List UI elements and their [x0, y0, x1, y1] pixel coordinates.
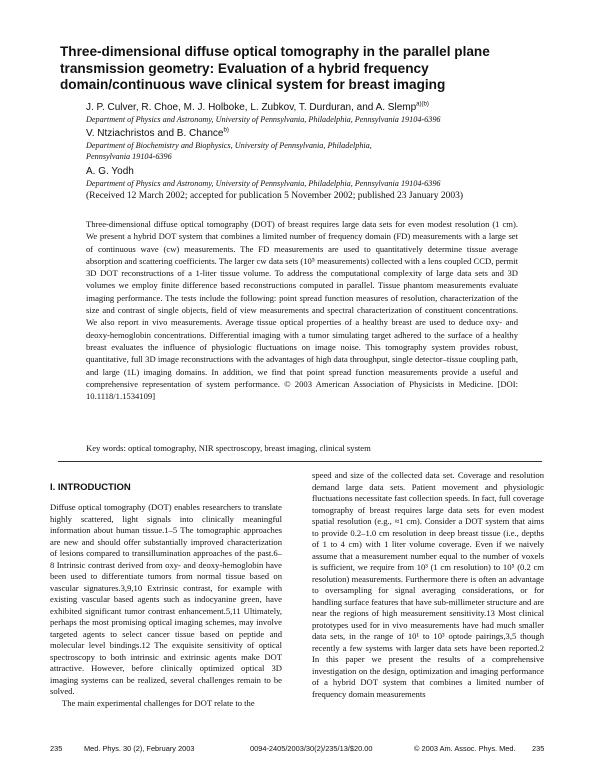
- footer-page-number-left: 235: [50, 744, 63, 753]
- footer-journal: Med. Phys. 30 (2), February 2003: [84, 744, 195, 753]
- intro-paragraph-2: The main experimental challenges for DOT relate to the: [62, 697, 255, 708]
- author-line-2: [86, 128, 229, 140]
- paper-title: Three-dimensional diffuse optical tomography in the parallel plane transmission geometry: Evaluation of a hybrid frequency domain/continuous wave clinical system for breast imaging: [60, 44, 490, 92]
- authors-2: V. Ntziachristos and B. Chance: [86, 128, 224, 139]
- author-line-3: [86, 166, 134, 178]
- intro-paragraph-3: speed and size of the collected data set. Coverage and resolution demand large data sets. Patient movement and physiologic fluctuations necessitate fast collection speeds. In fact, full coverage tomography of breast requires large data sets for even modest spatial resolution (e.g., ≈1 cm). Consider a DOT system that aims to provide 0.2–1.0 cm resolution in deep breast tissue (i.e., depths of 1 to 4 cm) with 1 liter volume coverage. Even if we naively assume that a measurement number equal to the number of voxels is sufficient, we require from 10³ (1 cm resolution) to 10⁵ (0.2 cm resolution) measurements. Furthermore there is often an advantage to oversampling for signal averaging considerations, or for handling surface features that have sub-millimeter structure and are near the regions of high measurement sensitivity.13 Most clinical prototypes used for in vivo measurements have had much smaller data sets, in the range of 10¹ to 10³ optode pairings,3,5 though recently a few systems with larger data sets have been reported.2 In this paper we present the results of a comprehensive investigation on the design, optimization and imaging performance of a hybrid DOT system that combines a limited number of frequency domain measurements: [312, 470, 544, 699]
- right-column: [312, 470, 544, 700]
- author-line-1: [86, 102, 429, 114]
- affiliation-2: Department of Biochemistry and Biophysics, University of Pennsylvania, Philadelphia, Pennsylvania 19104-6396: [86, 141, 372, 161]
- authors-2-footnote-marker: b): [223, 127, 229, 134]
- authors-3: A. G. Yodh: [86, 166, 134, 177]
- authors-1-footnote-marker: a)(b): [416, 101, 429, 108]
- footer-page-number-right: 235: [532, 744, 545, 753]
- abstract: Three-dimensional diffuse optical tomography (DOT) of breast requires large data sets for even modest resolution (1 cm). We present a hybrid DOT system that combines a limited number of frequency domain (FD) measurements with a large set of continuous wave (cw) measurements. The FD measurements are used to quantitatively determine tissue average absorption and scattering coefficients. The larger cw data sets (10⁵ measurements) collected with a lens coupled CCD, permit 3D DOT reconstructions of a 1-liter tissue volume. To address the computational complexity of large data sets and 3D volumes we employ finite difference based reconstructions computed in parallel. Tissue phantom measurements evaluate imaging performance. The tests include the following: point spread function measures of resolution, characterization of the size and contrast of single objects, field of view measurements and spectral characterization of constituent concentrations. We also report in vivo measurements. Average tissue optical properties of a healthy breast are used to deduce oxy- and deoxy-hemoglobin concentrations. Differential imaging with a tumor simulating target adhered to the surface of a healthy breast evaluates the influence of physiologic fluctuations on image noise. This tomography system provides robust, quantitative, full 3D image reconstructions with the advantages of high data throughput, single detector–tissue coupling path, and large (1L) imaging domains. In addition, we find that point spread function measurements provide a useful and comprehensive representation of system performance. © 2003 American Association of Physicists in Medicine. [DOI: 10.1118/1.1534109]: [86, 219, 518, 402]
- intro-paragraph-1: Diffuse optical tomography (DOT) enables researchers to translate highly scattered, light signals into clinically meaningful information about human tissue.1–5 The tomographic approaches are new and should offer substantially improved characterization of lesions compared to transillumination approaches of the past.6–8 Intrinsic contrast derived from oxy- and deoxy-hemoglobin have been used to differentiate tumors from normal tissue based on vascular signatures.3,9,10 Extrinsic contrast, for example with existing vascular based agents such as indocyanine green, have exhibited significant tumor contrast enhancement.5,11 Ultimately, perhaps the most promising optical imaging schemes, may involve targeted agents to select cancer tissue based on peptide and molecular level bindings.12 The exquisite sensitivity of optical spectroscopy to both intrinsic and extrinsic agents make DOT attractive. However, before clinically optimized optical 3D imaging systems can be realized, several challenges remain to be solved.: [50, 502, 282, 696]
- keywords: Key words: optical tomography, NIR spectroscopy, breast imaging, clinical system: [86, 443, 371, 453]
- footer-copyright: © 2003 Am. Assoc. Phys. Med.: [414, 744, 516, 753]
- section-heading-introduction: I. INTRODUCTION: [50, 482, 131, 493]
- received-dates: (Received 12 March 2002; accepted for publication 5 November 2002; published 23 January 2003): [86, 191, 463, 201]
- divider-line: [58, 461, 542, 462]
- authors-1: J. P. Culver, R. Choe, M. J. Holboke, L. Zubkov, T. Durduran, and A. Slemp: [86, 102, 417, 113]
- affiliation-1: Department of Physics and Astronomy, University of Pennsylvania, Philadelphia, Pennsylvania 19104-6396: [86, 115, 441, 124]
- footer-issn: 0094-2405/2003/30(2)/235/13/$20.00: [250, 744, 373, 753]
- left-column: [50, 502, 282, 709]
- affiliation-3: Department of Physics and Astronomy, University of Pennsylvania, Philadelphia, Pennsylvania 19104-6396: [86, 179, 441, 188]
